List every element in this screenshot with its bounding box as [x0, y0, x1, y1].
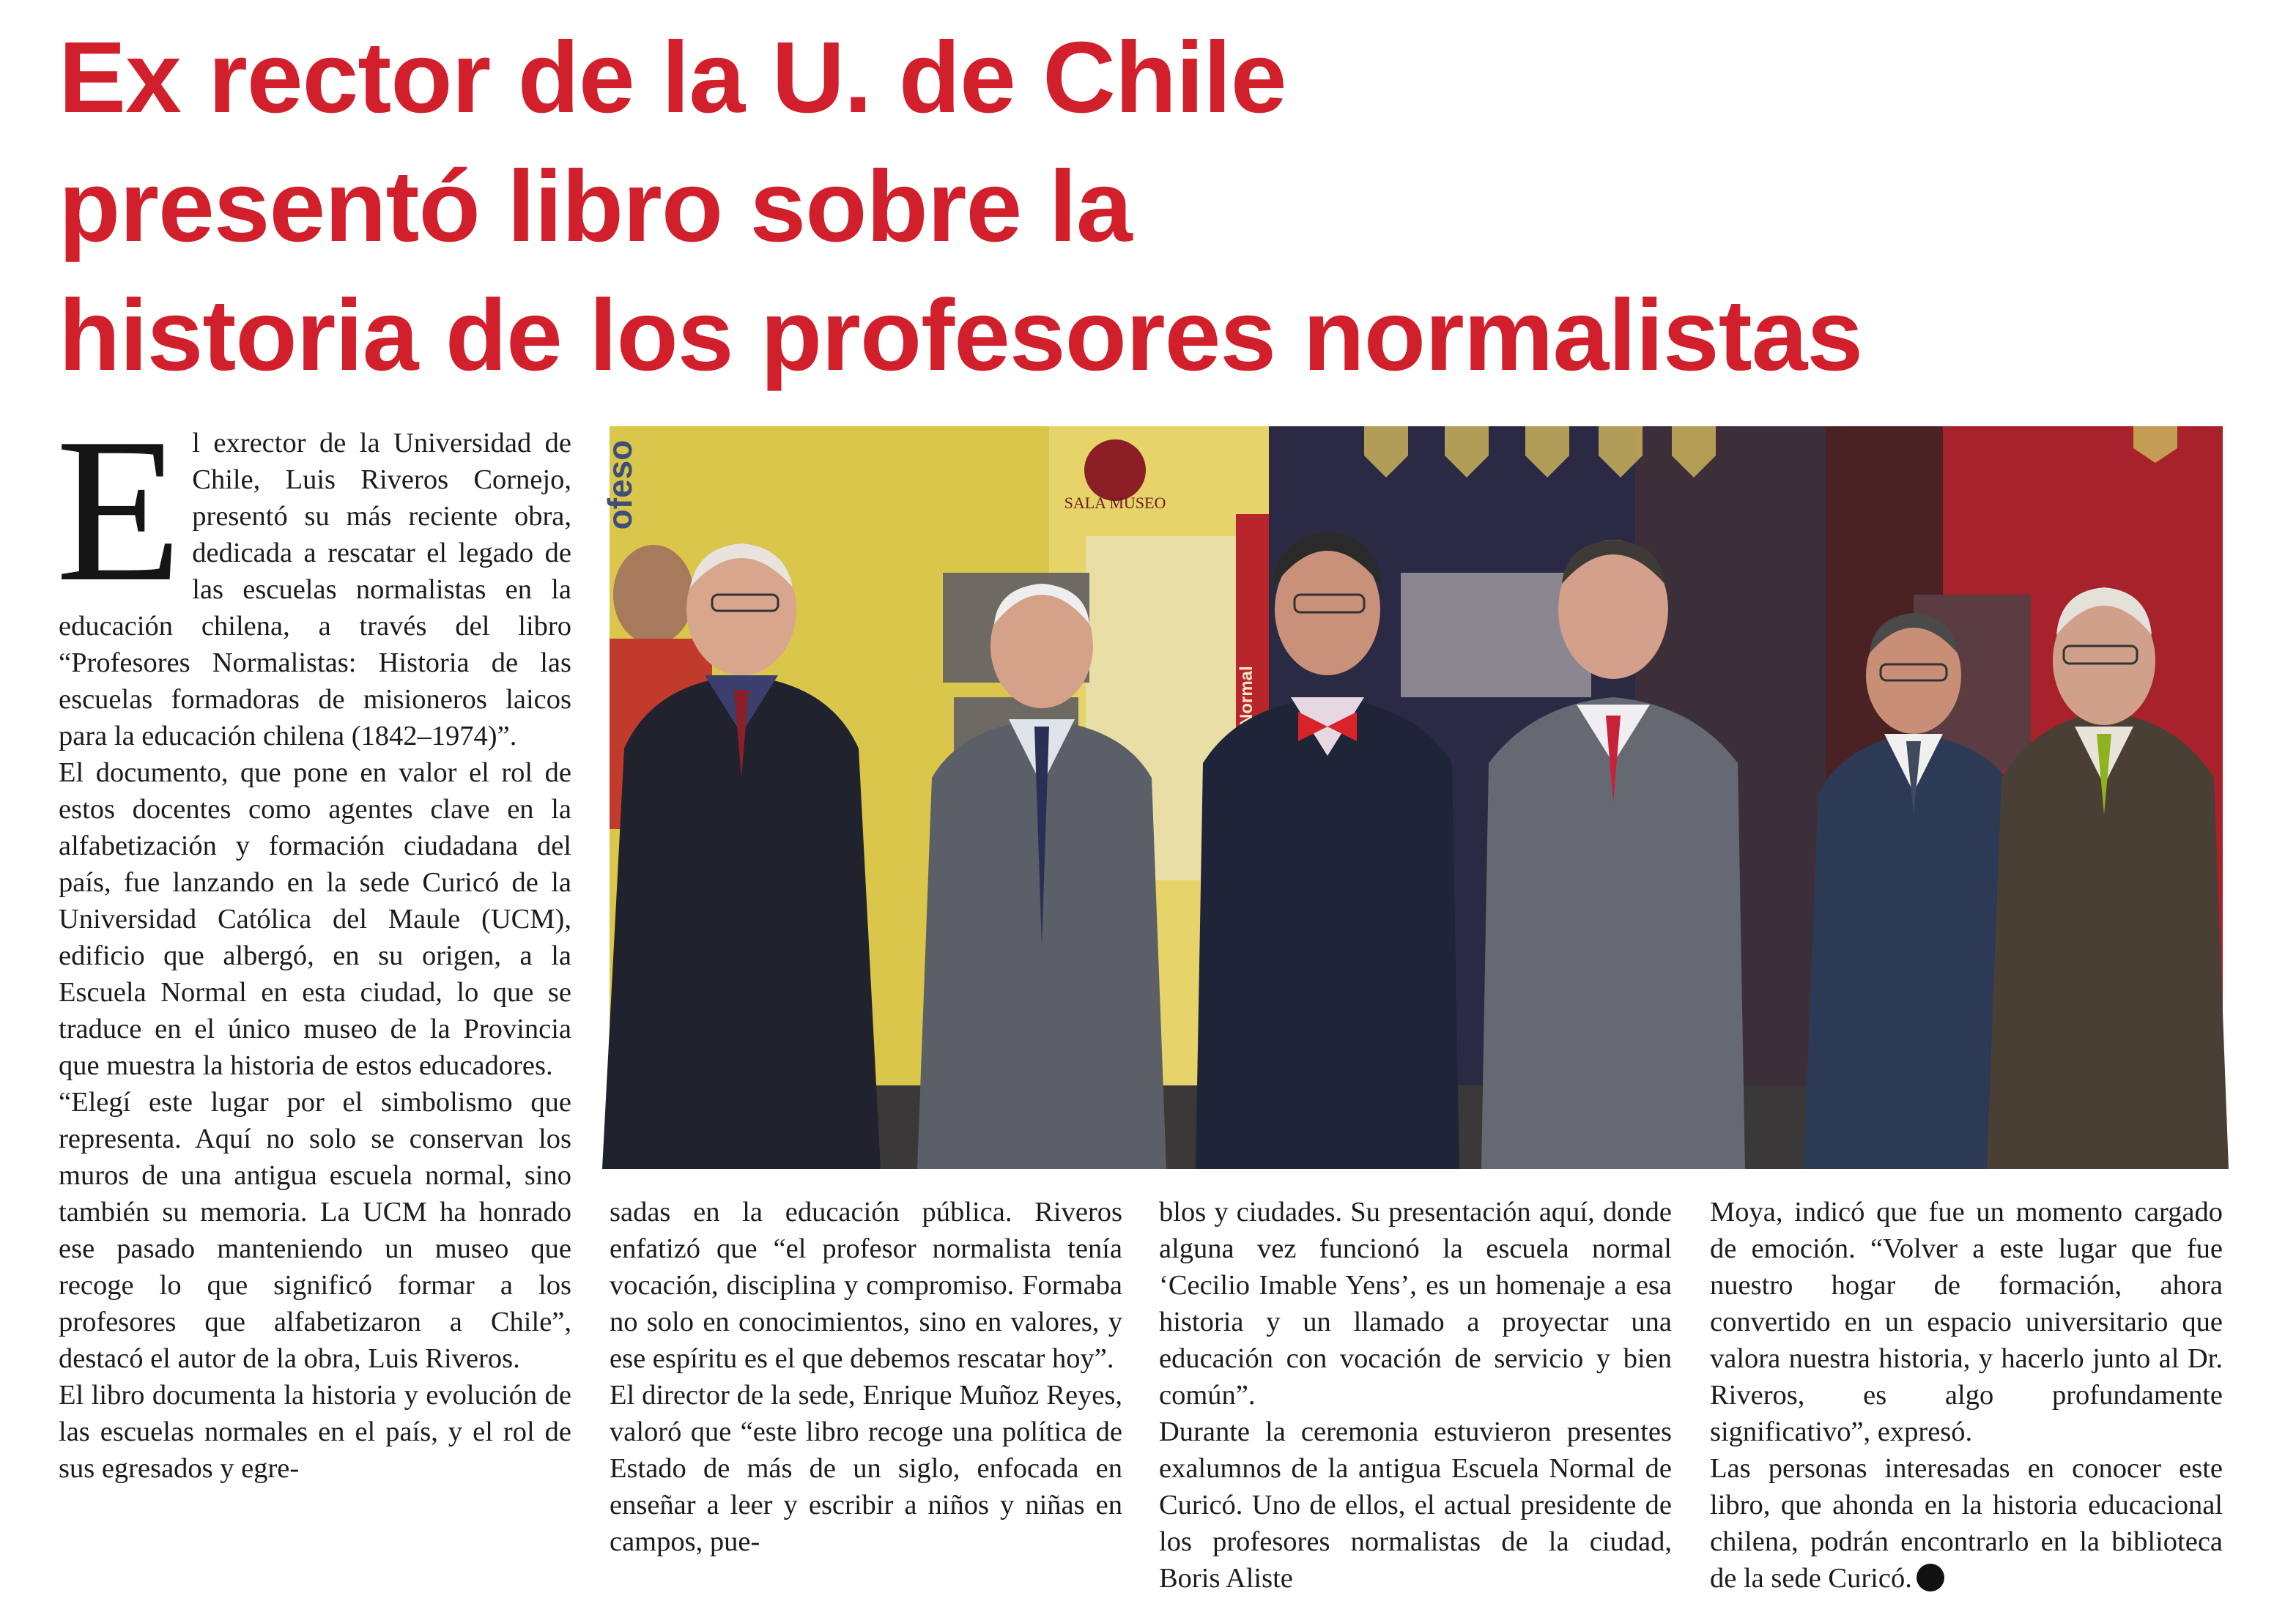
paragraph: El documento, que pone en valor el rol de estos docentes como agentes clave en la alfabetización y formación ciudadana del país, fue lanzando en la sede Curicó de la Universidad Católica del Maule (UCM), edificio que albergó, en su origen, a la Escuela Normal en esta ciudad, lo que se traduce en el único museo de la Provincia que muestra la historia de estos educadores. [59, 757, 571, 1081]
sign-title-text: SALA MUSEO [1064, 494, 1166, 512]
article-column-1 [56, 395, 571, 1604]
paragraph [1710, 1450, 2223, 1597]
headline-line-1: Ex rector de la U. de Chile [59, 21, 1286, 134]
paragraph: El libro documenta la historia y evolución de las escuelas normales en el país, y el rol de sus egresados y egre- [59, 1380, 571, 1484]
paragraph: blos y ciudades. Su presentación aquí, donde alguna vez funcionó la escuela normal ‘Cecilio Imable Yens’, es un homenaje a esa historia y un llamado a proyectar una educación con vocación de servicio y bien común”. [1159, 1197, 1672, 1411]
headline-line-3: historia de los profesores normalistas [59, 279, 1863, 392]
article-column-4 [1710, 1194, 2223, 1597]
headline [59, 13, 2242, 400]
headline-line-2: presentó libro sobre la [59, 150, 1132, 263]
paragraph-text: Las personas interesadas en conocer este libro, que ahonda en la historia educacional chilena, podrán encontrarlo en la biblioteca de la sede Curicó. [1710, 1453, 2223, 1594]
event-photo-illustration [601, 426, 2223, 1169]
end-mark-icon [1917, 1564, 1944, 1592]
paragraph: “Elegí este lugar por el simbolismo que representa. Aquí no solo se conservan los muros de una antigua escuela normal, sino también su memoria. La UCM ha honrado ese pasado manteniendo un museo que recoge lo que significó formar a los profesores que alfabetizaron a Chile”, destacó el autor de la obra, Luis Riveros. [59, 1087, 571, 1374]
event-photo [601, 426, 2223, 1169]
paragraph: El director de la sede, Enrique Muñoz Reyes, valoró que “este libro recoge una política de Estado de más de un siglo, enfocada en enseñar a leer y escribir a niños y niñas en campos, pue- [610, 1380, 1122, 1557]
paragraph: Moya, indicó que fue un momento cargado de emoción. “Volver a este lugar que fue nuestro hogar de formación, ahora convertido en un espacio universitario que valora nuestra historia, y hacerlo junto al Dr. Riveros, es algo profundamente significativo”, expresó. [1710, 1197, 2223, 1447]
article-column-3 [1159, 1194, 1672, 1597]
paragraph: Durante la ceremonia estuvieron presentes exalumnos de la antigua Escuela Normal de Curicó. Uno de ellos, el actual presidente de los profesores normalistas de la ciudad, Boris Aliste [1159, 1416, 1672, 1594]
paragraph: sadas en la educación pública. Riveros enfatizó que “el profesor normalista tenía vocación, disciplina y compromiso. Formaba no solo en conocimientos, sino en valores, y ese espíritu es el que debemos rescatar hoy”. [610, 1197, 1122, 1374]
drop-cap: E [56, 395, 182, 624]
wall-text: ofeso [601, 439, 639, 530]
article-column-2 [610, 1194, 1122, 1560]
paragraph: l exrector de la Universidad de Chile, Luis Riveros Cornejo, presentó su más reciente obra, dedicada a rescatar el legado de las escuelas normalistas en la educación chilena, a través del libro “Profesores Normalistas: Historia de las escuelas formadoras de misioneros laicos para la educación chilena (1842–1974)”. [59, 428, 571, 751]
